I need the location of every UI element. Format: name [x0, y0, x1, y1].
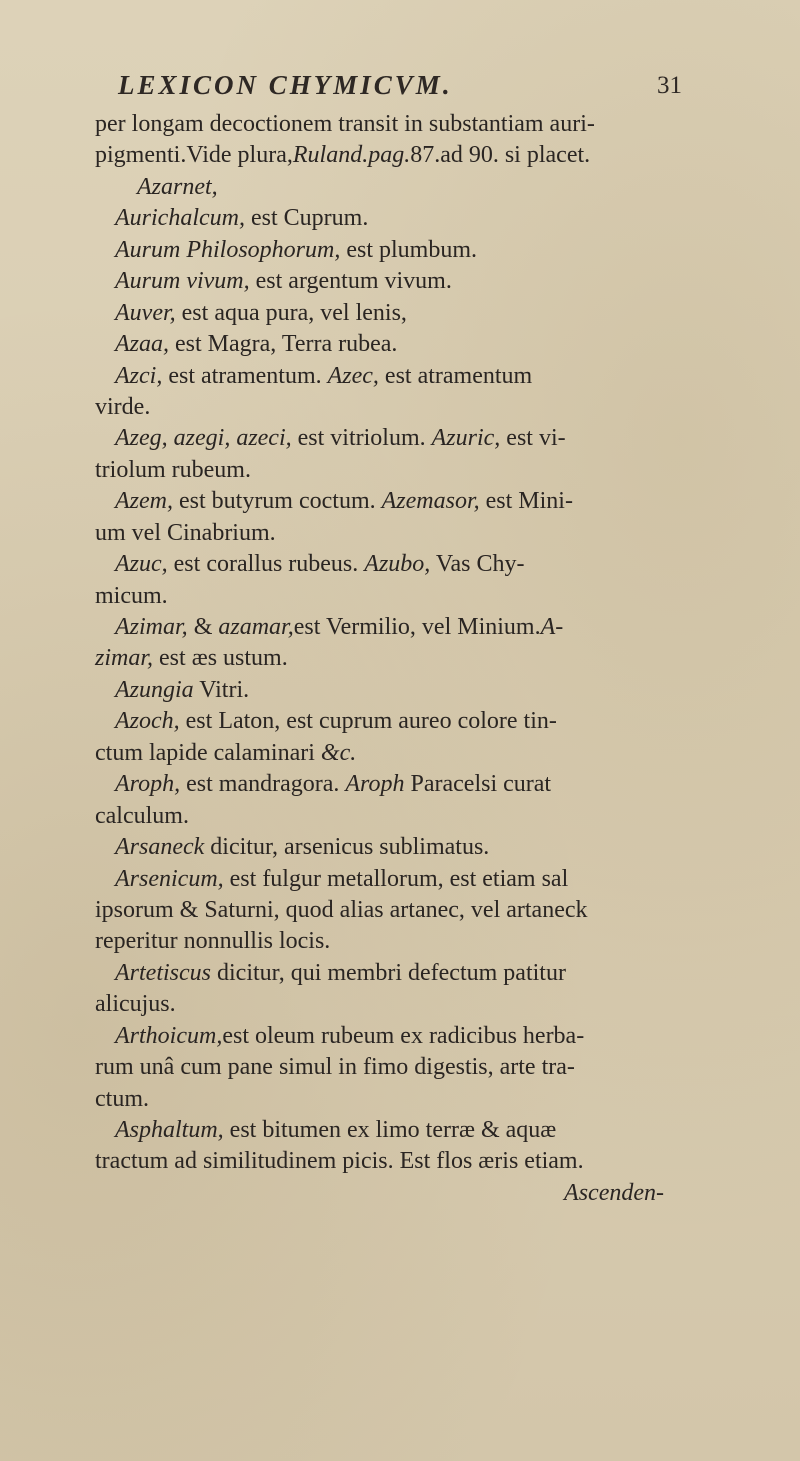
italic-term: &c.: [320, 739, 357, 766]
running-title: LEXICON CHYMICVM.: [118, 70, 453, 100]
text-span: um vel Cinabrium.: [95, 519, 276, 546]
text-span: est vitriolum.: [291, 425, 432, 452]
italic-term: Azuric,: [431, 425, 501, 452]
text-span: est fulgur metallorum, est etiam sal: [223, 865, 569, 892]
italic-term: Aurichalcum,: [115, 205, 245, 232]
text-span: est Mini-: [479, 488, 573, 515]
page-header: [118, 70, 682, 110]
text-line: [95, 172, 670, 203]
italic-term: Azungia: [115, 676, 194, 703]
text-line: [95, 361, 670, 392]
italic-term: Azci,: [115, 362, 163, 389]
text-line: [95, 329, 670, 360]
italic-term: Ascenden-: [564, 1179, 664, 1206]
text-span: 87.ad 90. si placet.: [410, 142, 591, 169]
text-span: per longam decoctionem transit in substantiam auri-: [95, 111, 595, 137]
text-span: rum unâ cum pane simul in fimo digestis, arte tra-: [95, 1054, 575, 1081]
text-line: [95, 109, 670, 140]
italic-term: Azemasor,: [381, 488, 480, 515]
text-line: [95, 675, 670, 706]
text-span: est Cuprum.: [244, 205, 369, 232]
text-span: est Laton, est cuprum aureo colore tin-: [179, 708, 557, 735]
italic-term: Azaa,: [115, 331, 169, 358]
italic-term: Asphaltum,: [115, 1117, 224, 1143]
text-line: [95, 801, 670, 832]
text-line: [95, 958, 670, 989]
text-span: Paracelsi curat: [404, 771, 552, 798]
text-line: [95, 518, 670, 549]
text-span: est atramentum.: [162, 362, 328, 389]
italic-term: Aurum Philosophorum,: [115, 236, 341, 263]
text-line: [95, 612, 670, 643]
italic-term: Aroph: [345, 771, 405, 798]
text-line: [95, 1052, 670, 1083]
text-span: est aqua pura, vel lenis,: [175, 299, 407, 326]
text-span: ctum.: [95, 1085, 149, 1112]
text-span: reperitur nonnullis locis.: [95, 928, 331, 955]
italic-term: Arthoicum,: [115, 1022, 223, 1049]
text-span: Vitri.: [193, 676, 250, 703]
italic-term: Artetiscus: [115, 959, 211, 986]
text-line: [95, 203, 670, 234]
text-line: [95, 266, 670, 297]
italic-term: Azoch,: [115, 708, 180, 735]
text-span: est Magra, Terra rubea.: [169, 331, 398, 358]
text-span: est bitumen ex limo terræ & aquæ: [223, 1117, 557, 1143]
text-span: est plumbum.: [340, 236, 478, 263]
text-span: est Vermilio, vel Minium.: [293, 614, 541, 640]
italic-term: Auver,: [115, 299, 176, 326]
text-line: [95, 895, 670, 926]
italic-term: Azubo,: [364, 551, 431, 578]
text-line: [95, 298, 670, 329]
text-span: est butyrum coctum.: [172, 488, 382, 515]
text-span: &: [187, 614, 219, 640]
text-span: calculum.: [95, 802, 189, 829]
text-line: [95, 455, 670, 486]
italic-term: A-: [540, 614, 564, 640]
text-span: tractum ad similitudinem picis. Est flos æris etiam.: [95, 1148, 584, 1175]
text-line: [95, 989, 670, 1020]
text-span: triolum rubeum.: [95, 456, 251, 483]
italic-term: Ruland.pag.: [292, 142, 411, 169]
italic-term: Azec,: [327, 362, 379, 389]
text-line: [95, 769, 670, 800]
text-line: [95, 1021, 670, 1052]
text-span: alicujus.: [95, 991, 176, 1018]
italic-term: Arsaneck: [115, 834, 205, 861]
text-span: est oleum rubeum ex radicibus herba-: [222, 1022, 585, 1049]
text-line: [95, 1178, 670, 1209]
italic-term: Azarnet,: [137, 173, 218, 200]
text-line: [95, 1146, 670, 1177]
text-span: Vas Chy-: [430, 551, 525, 578]
italic-term: Aroph,: [115, 771, 181, 798]
text-span: est atramentum: [378, 362, 533, 389]
italic-term: Arsenicum,: [115, 865, 224, 892]
text-line: [95, 423, 670, 454]
italic-term: azamar,: [218, 614, 294, 640]
text-span: dicitur, arsenicus sublimatus.: [204, 834, 490, 861]
italic-term: Azimar,: [115, 614, 188, 640]
text-line: [95, 832, 670, 863]
text-span: ipsorum & Saturni, quod alias artanec, vel artaneck: [95, 896, 588, 923]
text-line: [95, 235, 670, 266]
text-span: est corallus rubeus.: [167, 551, 365, 578]
text-span: est argentum vivum.: [249, 268, 452, 295]
italic-term: Azeg, azegi, azeci,: [115, 425, 292, 452]
italic-term: Azuc,: [115, 551, 168, 578]
text-line: [95, 486, 670, 517]
lexicon-text-body: [95, 109, 670, 1209]
text-line: [95, 549, 670, 580]
text-span: est æs ustum.: [153, 645, 288, 672]
text-line: [95, 864, 670, 895]
text-line: [95, 706, 670, 737]
text-span: micum.: [95, 582, 168, 609]
text-span: est mandragora.: [180, 771, 346, 798]
text-line: [95, 392, 670, 423]
text-span: est vi-: [500, 425, 566, 452]
text-line: [95, 926, 670, 957]
italic-term: Azem,: [115, 488, 173, 515]
text-span: pigmenti.Vide plura,: [95, 142, 293, 169]
text-line: [95, 738, 670, 769]
text-line: [95, 1084, 670, 1115]
text-line: [95, 581, 670, 612]
text-span: dicitur, qui membri defectum patitur: [211, 959, 566, 986]
text-span: ctum lapide calaminari: [95, 739, 321, 766]
text-line: [95, 140, 670, 171]
page-number: 31: [657, 72, 682, 99]
text-line: [95, 1115, 670, 1146]
text-span: virde.: [95, 393, 151, 420]
italic-term: Aurum vivum,: [115, 268, 250, 295]
text-line: [95, 643, 670, 674]
italic-term: zimar,: [95, 645, 154, 672]
